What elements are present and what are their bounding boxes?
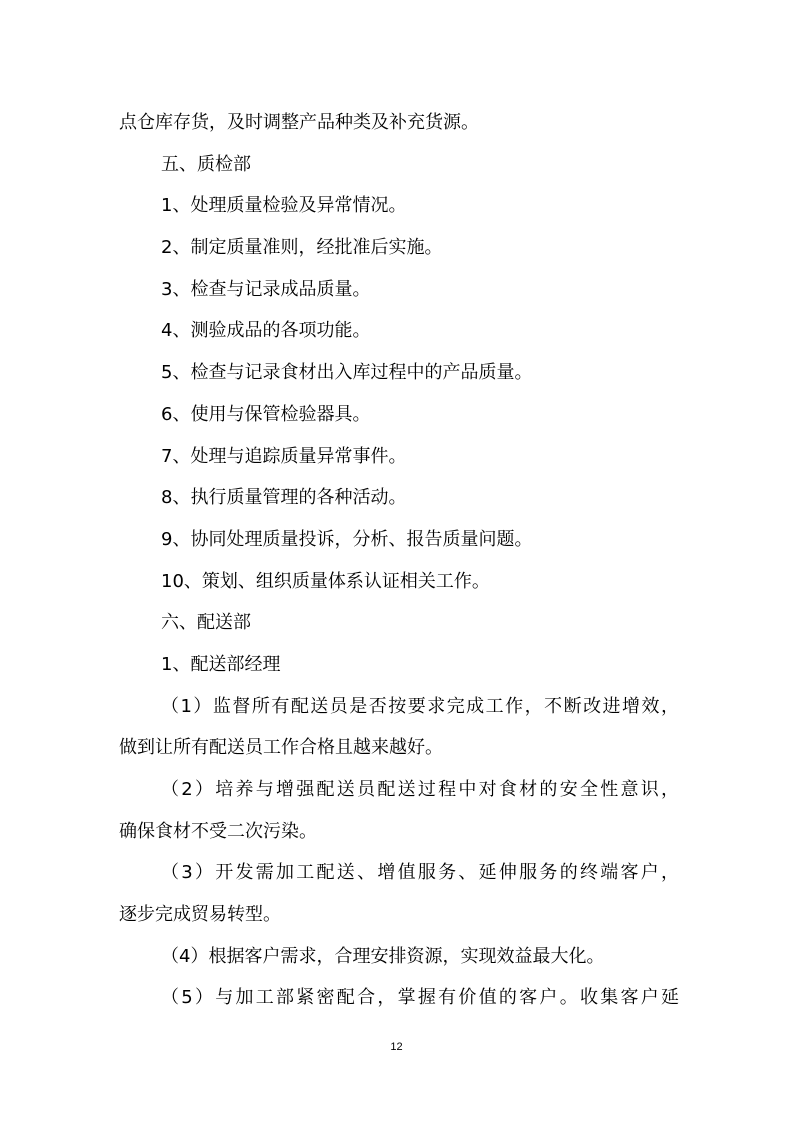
text-line: 8、执行质量管理的各种活动。: [161, 487, 407, 509]
page-number: 12: [390, 1041, 403, 1053]
text-line: （4）根据客户需求，合理安排资源，实现效益最大化。: [161, 945, 605, 967]
text-line: （3）开发需加工配送、增值服务、延伸服务的终端客户，: [161, 862, 679, 884]
text-line: （1）监督所有配送员是否按要求完成工作，不断改进增效，: [161, 695, 679, 717]
text-line: 1、配送部经理: [161, 653, 281, 675]
text-line: 1、处理质量检验及异常情况。: [161, 195, 407, 217]
text-line: 确保食材不受二次污染。: [119, 820, 317, 842]
text-line: 3、检查与记录成品质量。: [161, 278, 371, 300]
text-line: 10、策划、组织质量体系认证相关工作。: [161, 570, 490, 592]
text-line: （5）与加工部紧密配合，掌握有价值的客户。收集客户延: [161, 987, 679, 1009]
text-line: 9、协同处理质量投诉，分析、报告质量问题。: [161, 528, 533, 550]
body-text: [119, 102, 679, 1019]
text-line: 4、测验成品的各项功能。: [161, 320, 371, 342]
text-line: 点仓库存货，及时调整产品种类及补充货源。: [119, 112, 479, 133]
text-line: 六、配送部: [161, 612, 251, 634]
text-line: 6、使用与保管检验器具。: [161, 403, 371, 425]
text-line: 做到让所有配送员工作合格且越来越好。: [119, 737, 443, 759]
text-line: 五、质检部: [161, 153, 251, 175]
text-line: 7、处理与追踪质量异常事件。: [161, 445, 407, 467]
text-line: 逐步完成贸易转型。: [119, 904, 281, 926]
text-line: 2、制定质量准则，经批准后实施。: [161, 237, 443, 259]
text-line: （2）培养与增强配送员配送过程中对食材的安全性意识，: [161, 779, 679, 800]
text-line: 5、检查与记录食材出入库过程中的产品质量。: [161, 362, 533, 384]
